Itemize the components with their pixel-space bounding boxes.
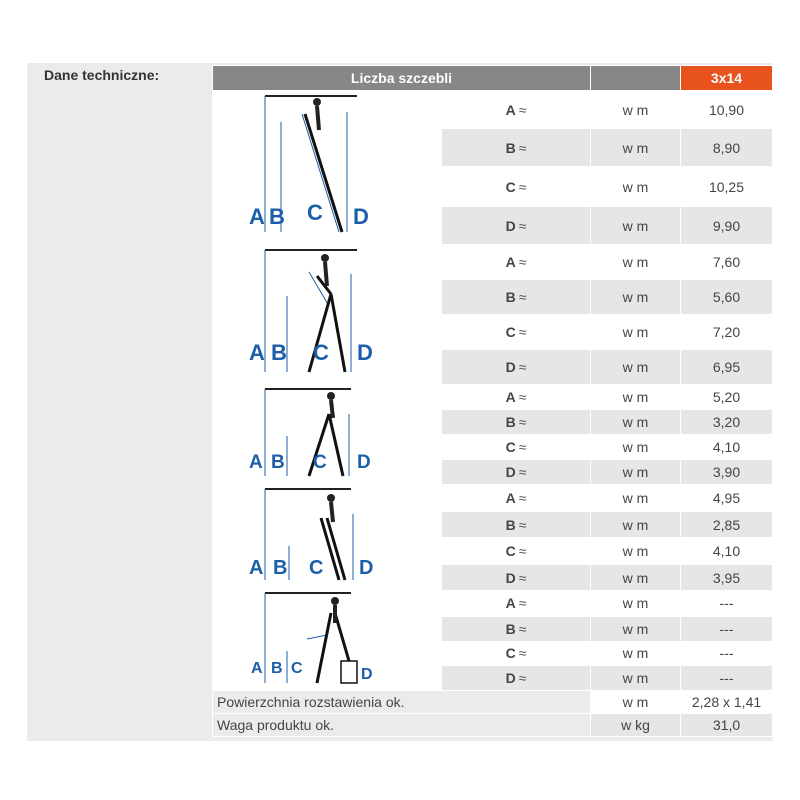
dimension-label: A ≈: [442, 591, 591, 617]
value-cell: 6,95: [681, 350, 773, 385]
dimension-label: B ≈: [442, 129, 591, 167]
unit-cell: w m: [591, 512, 681, 538]
dimension-label: C ≈: [442, 315, 591, 350]
model-header: 3x14: [681, 66, 773, 91]
value-cell: 2,85: [681, 512, 773, 538]
table-row: [213, 591, 773, 617]
value-cell: 3,95: [681, 565, 773, 591]
dimension-label: D ≈: [442, 666, 591, 691]
diagram-letter: C: [291, 660, 303, 677]
ladder-diagram-3: [213, 385, 442, 485]
diagram-letter: B: [271, 340, 287, 365]
value-cell: 3,90: [681, 460, 773, 485]
diagram-letter: D: [357, 452, 371, 473]
diagram-letter: A: [249, 452, 263, 473]
diagram-letter: D: [359, 557, 374, 579]
value-cell: 3,20: [681, 410, 773, 435]
unit-cell: w m: [591, 565, 681, 591]
unit-cell: w m: [591, 485, 681, 512]
table-row: [213, 91, 773, 129]
footer-label: Powierzchnia rozstawienia ok.: [213, 691, 591, 714]
diagram-letter: D: [361, 666, 373, 683]
diagram-letter: C: [309, 557, 324, 579]
dimension-label: A ≈: [442, 91, 591, 129]
value-cell: 5,20: [681, 385, 773, 410]
diagram-letter: B: [271, 452, 285, 473]
unit-cell: w m: [591, 280, 681, 315]
value-cell: ---: [681, 591, 773, 617]
unit-cell: w m: [591, 207, 681, 245]
ladder-config-3-icon: [247, 386, 407, 480]
diagram-letter: A: [249, 340, 265, 365]
table-row: [213, 485, 773, 512]
unit-cell: w m: [591, 435, 681, 460]
table-header: [213, 66, 773, 91]
value-cell: 31,0: [681, 714, 773, 737]
value-cell: ---: [681, 616, 773, 641]
unit-cell: w m: [591, 385, 681, 410]
table-row: [213, 714, 773, 737]
dimension-label: C ≈: [442, 435, 591, 460]
diagram-letter: C: [313, 340, 329, 365]
rungs-header: Liczba szczebli: [213, 66, 591, 91]
dimension-label: B ≈: [442, 512, 591, 538]
section-title: Dane techniczne:: [44, 67, 160, 83]
value-cell: 10,90: [681, 91, 773, 129]
unit-cell: w m: [591, 410, 681, 435]
diagram-letter: B: [269, 204, 285, 229]
diagram-letter: C: [307, 200, 323, 225]
table-row: [213, 691, 773, 714]
value-cell: 2,28 x 1,41: [681, 691, 773, 714]
unit-cell: w m: [591, 591, 681, 617]
ladder-diagram-2: [213, 245, 442, 385]
diagram-letter: A: [249, 204, 265, 229]
diagram-letter: A: [249, 557, 264, 579]
ladder-diagram-1: [213, 91, 442, 245]
diagram-letter: A: [251, 660, 263, 677]
value-cell: 9,90: [681, 207, 773, 245]
unit-cell: w m: [591, 350, 681, 385]
unit-cell: w m: [591, 616, 681, 641]
spec-table: [212, 65, 773, 737]
value-cell: 7,20: [681, 315, 773, 350]
dimension-label: B ≈: [442, 410, 591, 435]
diagram-letter: D: [357, 340, 373, 365]
unit-cell: w kg: [591, 714, 681, 737]
diagram-letter: B: [271, 660, 283, 677]
unit-cell: w m: [591, 641, 681, 666]
value-cell: 5,60: [681, 280, 773, 315]
dimension-label: C ≈: [442, 641, 591, 666]
ladder-diagram-5: [213, 591, 442, 691]
dimension-label: A ≈: [442, 245, 591, 280]
value-cell: 8,90: [681, 129, 773, 167]
ladder-diagram-4: [213, 485, 442, 591]
unit-cell: w m: [591, 315, 681, 350]
dimension-label: A ≈: [442, 485, 591, 512]
diagram-letter: B: [273, 557, 288, 579]
value-cell: 10,25: [681, 167, 773, 207]
value-cell: ---: [681, 641, 773, 666]
header-spacer: [591, 66, 681, 91]
table-row: [213, 385, 773, 410]
unit-cell: w m: [591, 91, 681, 129]
unit-cell: w m: [591, 460, 681, 485]
unit-cell: w m: [591, 691, 681, 714]
dimension-label: A ≈: [442, 385, 591, 410]
ladder-config-5-icon: [247, 591, 407, 687]
value-cell: 4,10: [681, 538, 773, 565]
value-cell: ---: [681, 666, 773, 691]
diagram-letter: D: [353, 204, 369, 229]
dimension-label: C ≈: [442, 167, 591, 207]
dimension-label: D ≈: [442, 460, 591, 485]
value-cell: 7,60: [681, 245, 773, 280]
dimension-label: D ≈: [442, 207, 591, 245]
footer-label: Waga produktu ok.: [213, 714, 591, 737]
dimension-label: D ≈: [442, 565, 591, 591]
unit-cell: w m: [591, 538, 681, 565]
ladder-config-2-icon: [247, 246, 407, 380]
diagram-letter: C: [313, 452, 327, 473]
ladder-config-1-icon: [247, 92, 407, 240]
table-row: [213, 245, 773, 280]
unit-cell: w m: [591, 167, 681, 207]
dimension-label: B ≈: [442, 280, 591, 315]
unit-cell: w m: [591, 245, 681, 280]
value-cell: 4,95: [681, 485, 773, 512]
unit-cell: w m: [591, 129, 681, 167]
dimension-label: C ≈: [442, 538, 591, 565]
unit-cell: w m: [591, 666, 681, 691]
value-cell: 4,10: [681, 435, 773, 460]
dimension-label: B ≈: [442, 616, 591, 641]
dimension-label: D ≈: [442, 350, 591, 385]
ladder-config-4-icon: [247, 486, 407, 586]
